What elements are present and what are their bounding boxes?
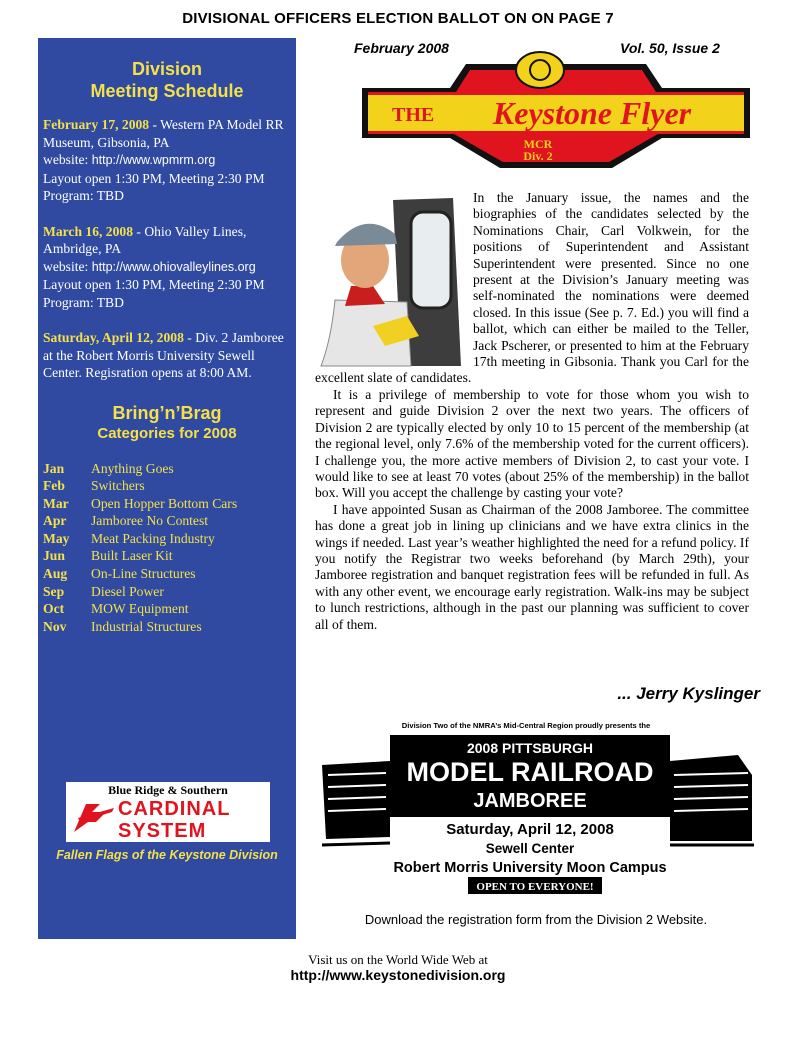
jamboree-date: Saturday, April 12, 2008 bbox=[446, 821, 614, 838]
website-label: website: bbox=[43, 258, 92, 274]
fallen-flags-caption: Fallen Flags of the Keystone Division bbox=[56, 848, 278, 862]
cardinal-top-text: Blue Ridge & Southern bbox=[108, 783, 228, 797]
category-month: May bbox=[43, 530, 70, 546]
category-month: Jun bbox=[43, 548, 65, 564]
list-item bbox=[43, 547, 291, 565]
category-name: Meat Packing Industry bbox=[91, 530, 215, 546]
meeting-location: - Div. 2 Jamboree at the Robert Morris University Sewell Center. Regisration opens at 8:00 AM. bbox=[43, 330, 284, 380]
list-item bbox=[43, 530, 291, 548]
locomotive-wheel-icon bbox=[516, 52, 564, 88]
article-paragraph: I have appointed Susan as Chairman of the 2008 Jamboree. The committee has done a great job in lining up clinicians and we have extra clinics in the wings if needed. Last year’s weather highlighted the need for a refund policy. If you notify the Registrar two weeks beforehand (by March 29th), your Jamboree registration and banquet registration fees will be refunded in full. As with any other event, we encourage early registration. Walk-ins may be subject to lunch restrictions, although in the past our planning was sufficient to cover all of them. bbox=[315, 501, 749, 632]
meeting-date: Saturday, April 12, 2008 bbox=[43, 330, 184, 345]
website-label: website: bbox=[43, 152, 92, 167]
category-name: Built Laser Kit bbox=[91, 548, 173, 564]
meeting-location: - Western PA Model RR Museum, Gibsonia, PA bbox=[43, 117, 284, 150]
list-item bbox=[43, 477, 291, 495]
category-month: Mar bbox=[43, 495, 69, 511]
ballot-banner: DIVISIONAL OFFICERS ELECTION BALLOT ON ON PAGE 7 bbox=[182, 10, 614, 27]
category-name: Industrial Structures bbox=[91, 618, 202, 634]
cardinal-bird-icon bbox=[74, 804, 114, 832]
meeting-program: Program: TBD bbox=[43, 294, 124, 310]
bnb-heading: Bring’n’Brag bbox=[112, 402, 222, 423]
meeting-location: - Ohio Valley Lines, Ambridge, PA bbox=[43, 223, 247, 256]
list-item bbox=[43, 583, 291, 601]
jamboree-line1: 2008 PITTSBURGH bbox=[466, 740, 594, 756]
author-signature: ... Jerry Kyslinger bbox=[617, 684, 760, 703]
list-item bbox=[43, 495, 291, 513]
schedule-heading-line2: Meeting Schedule bbox=[90, 81, 244, 101]
meeting-entry bbox=[43, 329, 291, 382]
logo-division: Div. 2 bbox=[523, 149, 553, 163]
train-engineer-illustration bbox=[315, 190, 465, 368]
category-month: Aug bbox=[43, 566, 68, 582]
category-name: On-Line Structures bbox=[91, 566, 196, 582]
jamboree-flyer bbox=[318, 715, 758, 895]
meeting-schedule bbox=[43, 116, 291, 382]
category-month: Apr bbox=[43, 513, 67, 529]
jamboree-place: Robert Morris University Moon Campus bbox=[393, 860, 667, 876]
jamboree-line3: JAMBOREE bbox=[473, 790, 587, 812]
list-item bbox=[43, 618, 291, 636]
jamboree-line2: MODEL RAILROAD bbox=[406, 757, 654, 787]
meeting-entry bbox=[43, 223, 291, 312]
jamboree-venue: Sewell Center bbox=[485, 841, 575, 856]
meeting-date: February 17, 2008 bbox=[43, 117, 150, 132]
website-link[interactable]: http://www.wpmrm.org bbox=[91, 153, 216, 167]
visit-text: Visit us on the World Wide Web at bbox=[308, 952, 488, 967]
website-url[interactable]: http://www.keystonedivision.org bbox=[290, 967, 506, 983]
article-body bbox=[315, 190, 749, 633]
list-item bbox=[43, 600, 291, 618]
category-name: Diesel Power bbox=[91, 583, 164, 599]
list-item bbox=[43, 460, 291, 478]
category-name: Open Hopper Bottom Cars bbox=[91, 495, 238, 511]
article-paragraph: It is a privilege of membership to vote for those whom you wish to represent and guide Division 2 over the next two years. The officers of Division 2 are typically elected by only 10 to 15 percent of the membership (at the regional level, only 7.6% of the membership voted for the current officers). I challenge you, the more active members of Division 2, to cast your vote. I would like to see at least 70 votes (about 25% of the membership) in the ballot box. Will you accept the challenge by casting your vote? bbox=[315, 386, 749, 501]
website-link[interactable]: http://www.ohiovalleylines.org bbox=[91, 259, 256, 274]
issue-number: Vol. 50, Issue 2 bbox=[620, 40, 720, 56]
logo-region: MCR bbox=[523, 137, 553, 151]
category-month: Feb bbox=[43, 478, 65, 494]
cardinal-system-logo bbox=[66, 782, 270, 842]
category-month: Oct bbox=[43, 601, 65, 617]
meeting-entry bbox=[43, 116, 291, 205]
logo-title: Keystone Flyer bbox=[492, 95, 692, 131]
meeting-program: Program: TBD bbox=[43, 188, 124, 203]
article-paragraph: In the January issue, the names and the biographies of the candidates selected by the Nominations Chair, Carl Volkwein, for the positions of Superintendent and Assistant Superintendent were presented. Since no one present at the Division’s January meeting was self-nominated the nominations were deemed closed. In this issue (See p. 7. Ed.) you will find a ballot, which can either be mailed to the Teller, Jack Pscherer, or presented to him at the February 17th meeting in Gibsonia. Thank you Carl for the excellent slate of candidates. bbox=[315, 190, 749, 386]
category-name: Anything Goes bbox=[91, 460, 174, 476]
meeting-times: Layout open 1:30 PM, Meeting 2:30 PM bbox=[43, 277, 265, 292]
category-name: Switchers bbox=[91, 478, 145, 494]
list-item bbox=[43, 512, 291, 530]
category-month: Jan bbox=[43, 460, 65, 476]
category-list bbox=[43, 460, 291, 636]
bnb-subheading: Categories for 2008 bbox=[97, 424, 237, 442]
logo-the: THE bbox=[392, 104, 435, 126]
cardinal-word: CARDINAL bbox=[118, 798, 231, 820]
meeting-times: Layout open 1:30 PM, Meeting 2:30 PM bbox=[43, 170, 265, 186]
issue-date: February 2008 bbox=[354, 40, 449, 56]
train-left-icon bbox=[322, 761, 390, 845]
category-month: Nov bbox=[43, 618, 67, 634]
category-name: Jamboree No Contest bbox=[91, 513, 209, 529]
category-month: Sep bbox=[43, 583, 65, 599]
jamboree-presents: Division Two of the NMRA’s Mid-Central Region proudly presents the bbox=[401, 721, 651, 730]
schedule-heading-line1: Division bbox=[131, 59, 202, 79]
system-word: SYSTEM bbox=[118, 820, 207, 842]
jamboree-open: OPEN TO EVERYONE! bbox=[476, 881, 594, 893]
train-right-icon bbox=[670, 755, 754, 845]
meeting-date: March 16, 2008 bbox=[43, 223, 133, 239]
keystone-flyer-logo bbox=[362, 50, 750, 170]
download-note: Download the registration form from the Division 2 Website. bbox=[364, 912, 708, 927]
list-item bbox=[43, 565, 291, 583]
category-name: MOW Equipment bbox=[91, 601, 189, 617]
